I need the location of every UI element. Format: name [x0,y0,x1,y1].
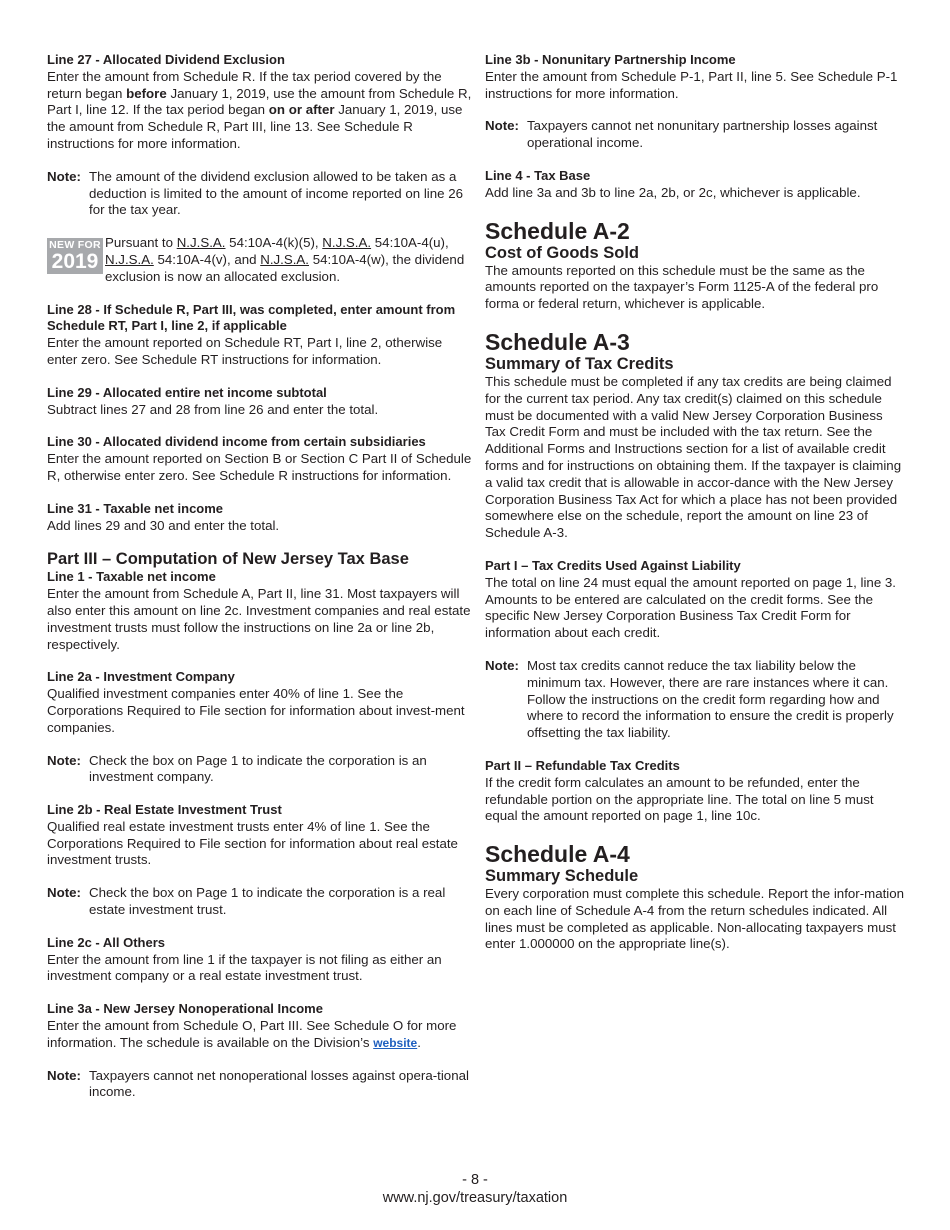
schedule-a4-text: Every corporation must complete this schedule. Report the infor-mation on each line of Schedule A-4 from the return schedules indicated. All lines must be completed as applicable. Non-allocating taxpayers must enter 1.000000 on the appropriate line(s). [485,886,905,952]
part-i-heading: Part I – Tax Credits Used Against Liability [485,557,741,573]
line-31-text: Add lines 29 and 30 and enter the total. [47,517,280,533]
note-label: Note: [47,752,81,768]
note-text: The amount of the dividend exclusion allowed to be taken as a deduction is limited to the amount of income reported on line 26 for the tax year. [89,168,464,218]
line-3b-section [485,52,905,102]
schedule-a3-text: This schedule must be completed if any tax credits are being claimed for the current tax period. Any tax credit(s) claimed on this schedule must be documented with a valid New Jersey Corporation Business Tax Credit Form and must be included with the tax return. See the Additional Forms and Instructions section for a list of available credit forms and for instructions on obtaining them. If the taxpayer is claiming a valid tax credit that is allowable in accor-dance with the New Jersey Corporation Business Tax Act for which a place has not been provided somewhere else on the schedule, report the amount on line 23 of Schedule A-3. [485,373,902,541]
line-2b-heading: Line 2b - Real Estate Investment Trust [47,802,282,818]
line-27-heading: Line 27 - Allocated Dividend Exclusion [47,52,285,67]
schedule-a2-subtitle: Cost of Goods Sold [485,243,639,262]
schedule-a3-subtitle: Summary of Tax Credits [485,354,674,373]
line-29-section [47,385,472,419]
line-2a-text: Qualified investment companies enter 40% of line 1. See the Corporations Required to File section for information about invest-ment companies. [47,686,465,735]
right-column [485,52,905,969]
schedule-a4-section [485,841,905,953]
note-text: Taxpayers cannot net nonunitary partnership losses against operational income. [527,118,878,151]
new-for-2019-badge: NEW FOR 2019 [47,238,103,274]
new-for-2019-callout [47,235,472,285]
note-text: Most tax credits cannot reduce the tax liability below the minimum tax. However, there are rare instances where it can. Follow the instructions on the credit form regarding how and where to record the information to ensure the credit is properly offsetting the tax liability. [527,657,894,741]
schedule-a4-subtitle: Summary Schedule [485,867,639,886]
line-3a-text: Enter the amount from Schedule O, Part III. See Schedule O for more information. The schedule is available on the Division’s website. [47,1018,457,1050]
schedule-a2-title: Schedule A-2 [485,217,630,244]
line-4-text: Add line 3a and 3b to line 2a, 2b, or 2c, whichever is applicable. [485,184,861,200]
part-ii-section [485,758,905,825]
line-3a-section [47,1001,472,1051]
line-4-section [485,168,905,202]
line-30-text: Enter the amount reported on Section B or Section C Part II of Schedule R, otherwise enter zero. See Schedule R instructions for information. [47,451,472,483]
note-label: Note: [47,885,81,901]
line-2a-section [47,669,472,736]
line-31-section [47,501,472,535]
part-ii-text: If the credit form calculates an amount to be refunded, enter the refundable portion on the appropriate line. The total on line 5 must equal the amount reported on page 1, line 10c. [485,774,874,824]
page-number: - 8 - [462,1172,488,1188]
note-label: Note: [47,1067,81,1083]
note-dividend-exclusion [47,169,472,219]
line-1-heading: Line 1 - Taxable net income [47,569,216,585]
note-text: Check the box on Page 1 to indicate the corporation is a real estate investment trust. [89,885,446,918]
line-27-text: Enter the amount from Schedule R. If the tax period covered by the return began before January 1, 2019, use the amount from Schedule R, Part I, line 12. If the tax period began on or after January 1, 2019, use the amount from Schedule R, Part III, line 13. See Schedule R instructions for more information. [47,68,472,151]
line-28-section [47,302,472,369]
schedule-a2-text: The amounts reported on this schedule must be the same as the amounts reported on the taxpayer’s Form 1125-A of the federal pro forma or federal return, whichever is applicable. [485,262,879,312]
line-1-text: Enter the amount from Schedule A, Part II, line 31. Most taxpayers will also enter this amount on line 2c. Investment companies and real estate investment trusts must follow the instructions on line 2a or line 2b, respectively. [47,586,471,652]
note-label: Note: [47,168,81,184]
line-2c-heading: Line 2c - All Others [47,934,165,950]
note-text: Taxpayers cannot net nonoperational losses against opera-tional income. [89,1067,469,1100]
schedule-a2-section [485,218,905,313]
new-for-2019-text: Pursuant to N.J.S.A. 54:10A-4(k)(5), N.J.S.A. 54:10A-4(u), N.J.S.A. 54:10A-4(v), and N.J.S.A. 54:10A-4(w), the dividend exclusion is now an allocated exclusion. [105,235,465,284]
line-2b-section [47,802,472,869]
line-3b-heading: Line 3b - Nonunitary Partnership Income [485,52,736,67]
part-iii-heading: Part III – Computation of New Jersey Tax Base [47,550,409,569]
schedule-a3-title: Schedule A-3 [485,328,630,355]
line-3a-heading: Line 3a - New Jersey Nonoperational Income [47,1001,323,1017]
note-label: Note: [485,657,519,673]
line-1-section [47,569,472,653]
website-link[interactable]: website [373,1035,418,1050]
note-nonunitary [485,118,905,152]
note-reit [47,885,472,919]
line-27-section [47,52,472,153]
note-tax-credits [485,658,905,742]
schedule-a4-title: Schedule A-4 [485,841,630,868]
part-i-section [485,558,905,642]
line-30-heading: Line 30 - Allocated dividend income from certain subsidiaries [47,434,426,450]
line-2b-text: Qualified real estate investment trusts enter 4% of line 1. See the Corporations Required to File section for information about real estate investment trusts. [47,818,458,868]
line-28-text: Enter the amount reported on Schedule RT, Part I, line 2, otherwise enter zero. See Schedule RT instructions for information. [47,335,443,367]
note-investment-company [47,753,472,787]
note-text: Check the box on Page 1 to indicate the corporation is an investment company. [89,752,427,785]
line-28-heading: Line 28 - If Schedule R, Part III, was completed, enter amount from Schedule RT, Part I, line 2, if applicable [47,301,456,334]
line-4-heading: Line 4 - Tax Base [485,167,591,183]
line-2c-section [47,935,472,985]
note-label: Note: [485,118,519,134]
line-2c-text: Enter the amount from line 1 if the taxpayer is not filing as either an investment company or a real estate investment trust. [47,951,442,984]
part-i-text: The total on line 24 must equal the amount reported on page 1, line 3. Amounts to be entered are calculated on the credit forms. See the specific New Jersey Corporation Business Tax Credit Form for information about each credit. [485,574,897,641]
left-column [47,52,472,1117]
line-3b-text: Enter the amount from Schedule P-1, Part II, line 5. See Schedule P-1 instructions for more information. [485,68,898,101]
line-29-heading: Line 29 - Allocated entire net income subtotal [47,384,327,400]
schedule-a3-section [485,329,905,542]
line-29-text: Subtract lines 27 and 28 from line 26 and enter the total. [47,401,379,417]
line-2a-heading: Line 2a - Investment Company [47,669,235,685]
line-30-section [47,434,472,484]
part-ii-heading: Part II – Refundable Tax Credits [485,757,680,773]
line-31-heading: Line 31 - Taxable net income [47,500,224,516]
note-nonoperational [47,1068,472,1102]
footer-url: www.nj.gov/treasury/taxation [382,1190,568,1206]
